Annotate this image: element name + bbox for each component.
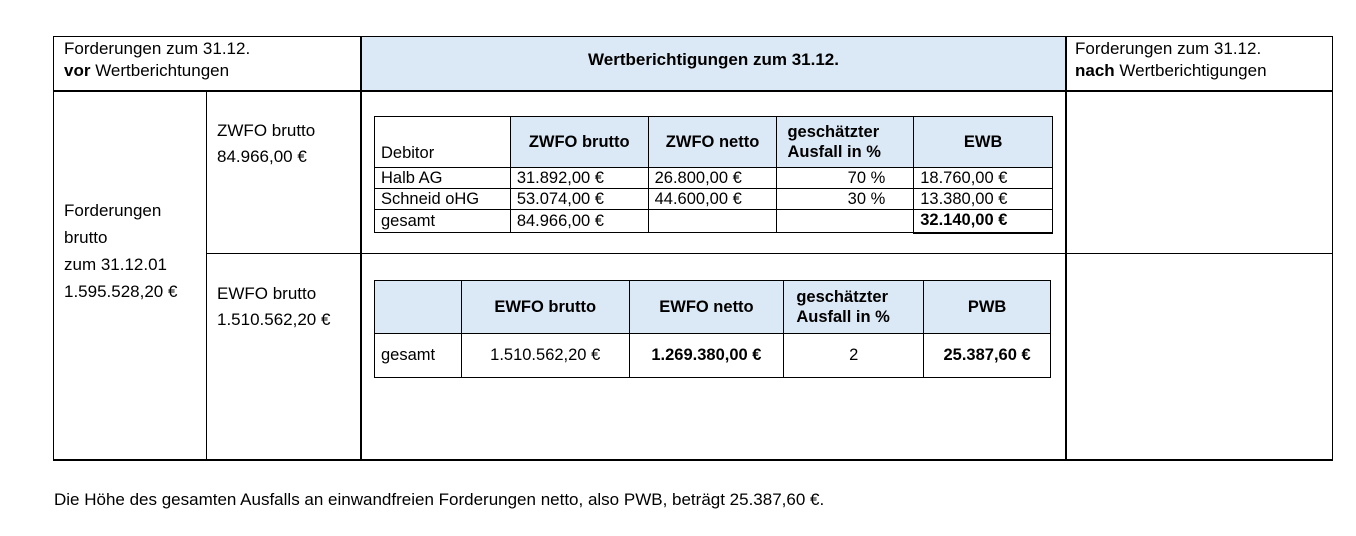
ewb-table [374, 116, 1053, 234]
ewb-cell: 13.380,00 € [914, 189, 1053, 210]
ewb-cell: Halb AG [375, 168, 511, 189]
zwfo-label [217, 118, 315, 170]
left-line1: Forderungen [64, 201, 162, 220]
ewb-cell: 18.760,00 € [914, 168, 1053, 189]
header-right-rest: Wertberichtigungen [1114, 61, 1267, 80]
outer-border-left [53, 36, 54, 461]
header-left-bold: vor [64, 61, 91, 80]
ewb-cell: Schneid oHG [375, 189, 511, 210]
header-center-title: Wertberichtigungen zum 31.12. [588, 50, 839, 69]
ewfo-label [217, 281, 330, 333]
ewb-cell: 70 % [777, 168, 914, 189]
divider-sub-left [206, 91, 207, 461]
header-right-line1: Forderungen zum 31.12. [1075, 39, 1262, 58]
zwfo-label-line1: ZWFO brutto [217, 121, 316, 140]
ewb-cell: 26.800,00 € [648, 168, 777, 189]
pwb-table [374, 280, 1051, 378]
pwb-header-empty [375, 281, 462, 334]
table-row [375, 334, 1051, 378]
ewfo-label-line1: EWFO brutto [217, 284, 317, 303]
header-left-rest: Wertberichtungen [90, 61, 230, 80]
divider-left [360, 36, 362, 461]
left-line3: zum 31.12.01 [64, 255, 168, 274]
divider-right [1065, 36, 1067, 461]
ewb-cell [648, 210, 777, 233]
pwb-header-ewfo-netto: EWFO netto [629, 281, 784, 334]
table-row [375, 168, 1053, 189]
left-line2: brutto [64, 228, 108, 247]
pwb-header-ausfall [784, 281, 924, 334]
zwfo-label-line2: 84.966,00 € [217, 147, 307, 166]
ewb-header-ausfall-line1: geschätzter [787, 123, 880, 141]
ewfo-label-line2: 1.510.562,20 € [217, 310, 331, 329]
pwb-cell-pwb: 25.387,60 € [924, 334, 1051, 378]
forderungen-brutto-label [64, 197, 177, 305]
pwb-header-ewfo-brutto: EWFO brutto [461, 281, 629, 334]
pwb-cell-label: gesamt [375, 334, 462, 378]
pwb-cell-ewfo-netto: 1.269.380,00 € [629, 334, 784, 378]
table-row [375, 210, 1053, 233]
ewb-cell: 84.966,00 € [510, 210, 648, 233]
row-divider [206, 253, 1333, 254]
header-left [64, 38, 250, 82]
ewb-total: 32.140,00 € [914, 210, 1053, 233]
pwb-header-ausfall-line1: geschätzter [796, 288, 889, 306]
header-left-line1: Forderungen zum 31.12. [64, 39, 251, 58]
pwb-cell-ewfo-brutto: 1.510.562,20 € [461, 334, 629, 378]
outer-border-bottom [53, 459, 1333, 461]
ewb-header-zwfo-netto: ZWFO netto [648, 117, 777, 168]
footer-sentence: Die Höhe des gesamten Ausfalls an einwandfreien Forderungen netto, also PWB, beträgt 25.387,60 €. [54, 490, 825, 509]
outer-border-right [1332, 36, 1333, 461]
header-bottom-line [53, 90, 1333, 92]
ewb-header-ausfall-line2: Ausfall in % [787, 143, 881, 161]
header-right-bold: nach [1075, 61, 1115, 80]
pwb-header-pwb: PWB [924, 281, 1051, 334]
ewb-cell: 30 % [777, 189, 914, 210]
ewb-cell: gesamt [375, 210, 511, 233]
ewb-cell: 53.074,00 € [510, 189, 648, 210]
ewb-header-ausfall [777, 117, 914, 168]
header-right [1075, 38, 1267, 82]
table-row [375, 189, 1053, 210]
ewb-cell [777, 210, 914, 233]
ewb-header-zwfo-brutto: ZWFO brutto [510, 117, 648, 168]
ewb-header-debitor: Debitor [375, 117, 511, 168]
ewb-cell: 44.600,00 € [648, 189, 777, 210]
left-line4: 1.595.528,20 € [64, 282, 178, 301]
ewb-header-ewb: EWB [914, 117, 1053, 168]
pwb-cell-ausfall: 2 [784, 334, 924, 378]
pwb-header-ausfall-line2: Ausfall in % [796, 308, 890, 326]
ewb-cell: 31.892,00 € [510, 168, 648, 189]
